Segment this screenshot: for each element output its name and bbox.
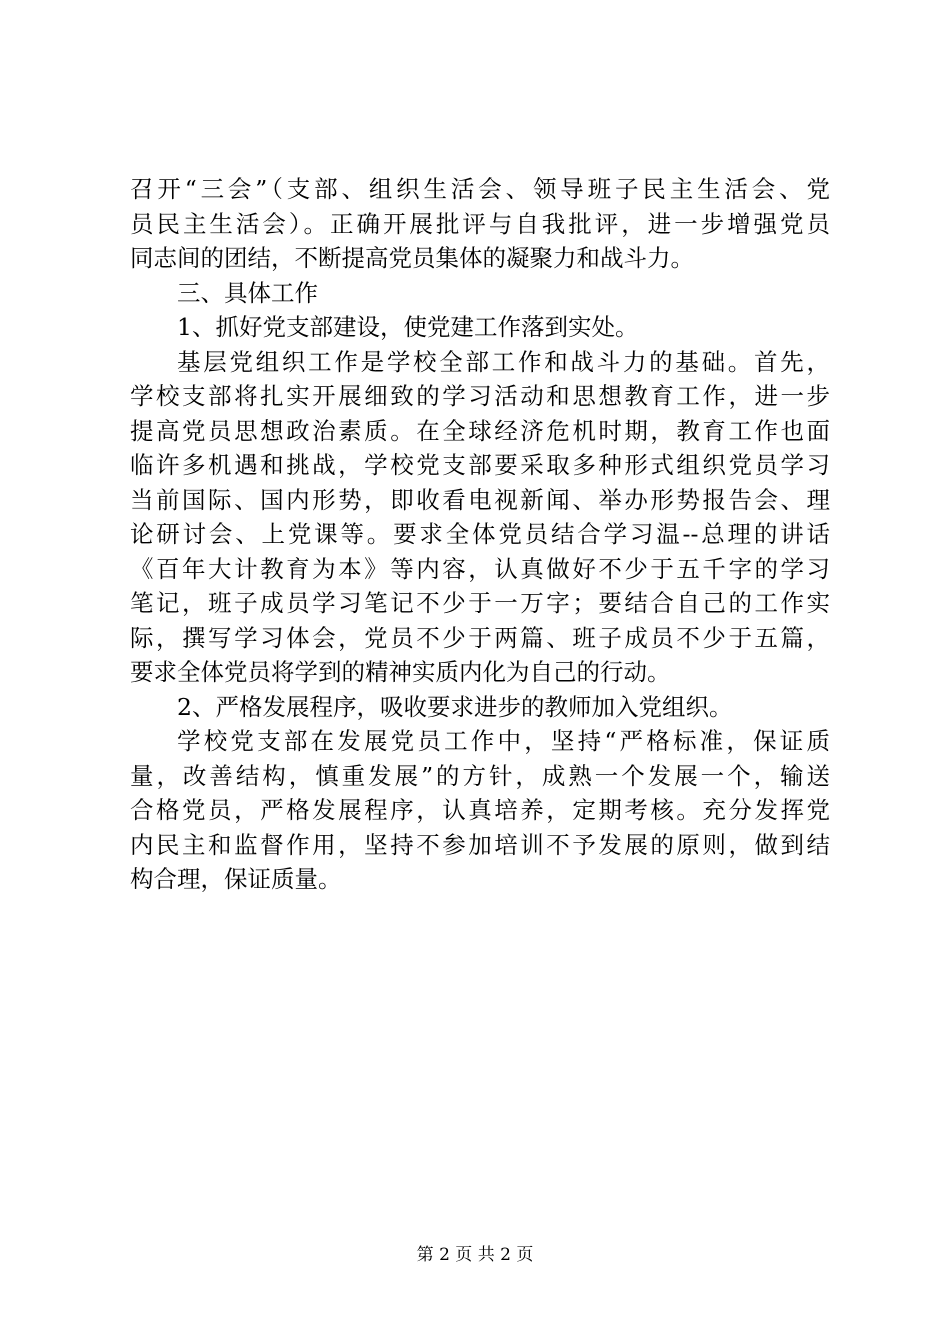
subsection-heading: 1、抓好党支部建设，使党建工作落到实处。 xyxy=(177,313,639,341)
text-line: 临许多机遇和挑战，学校党支部要采取多种形式组织党员学习 xyxy=(130,451,830,479)
text-line: 召开“三会”（支部、组织生活会、领导班子民主生活会、党 xyxy=(130,175,830,203)
text-line: 笔记，班子成员学习笔记不少于一万字；要结合自己的工作实 xyxy=(130,589,830,617)
text-line: 《百年大计教育为本》等内容，认真做好不少于五千字的学习 xyxy=(130,554,830,583)
text-line: 论研讨会、上党课等。要求全体党员结合学习温--总理的讲话 xyxy=(130,520,830,548)
body-text xyxy=(130,172,830,897)
section-heading: 三、具体工作 xyxy=(177,278,318,307)
text-line: 学校党支部在发展党员工作中，坚持“严格标准，保证质 xyxy=(177,727,830,755)
text-line: 员民主生活会）。正确开展批评与自我批评，进一步增强党员 xyxy=(130,209,830,238)
subsection-heading: 2、严格发展程序，吸收要求进步的教师加入党组织。 xyxy=(177,692,733,721)
text-line: 内民主和监督作用，坚持不参加培训不予发展的原则，做到结 xyxy=(130,830,830,859)
text-line: 同志间的团结，不断提高党员集体的凝聚力和战斗力。 xyxy=(130,244,694,272)
text-line: 量，改善结构，慎重发展”的方针，成熟一个发展一个，输送 xyxy=(130,761,830,790)
text-line: 学校支部将扎实开展细致的学习活动和思想教育工作，进一步 xyxy=(130,382,830,410)
text-line: 基层党组织工作是学校全部工作和战斗力的基础。首先， xyxy=(177,347,830,376)
text-line: 构合理，保证质量。 xyxy=(130,865,342,893)
text-line: 当前国际、国内形势，即收看电视新闻、举办形势报告会、理 xyxy=(130,485,830,514)
text-line: 合格党员，严格发展程序，认真培养，定期考核。充分发挥党 xyxy=(130,796,830,824)
text-line: 际，撰写学习体会，党员不少于两篇、班子成员不少于五篇， xyxy=(130,623,830,652)
text-line: 要求全体党员将学到的精神实质内化为自己的行动。 xyxy=(130,658,671,686)
page-footer: 第 2 页 共 2 页 xyxy=(416,1245,534,1265)
text-line: 提高党员思想政治素质。在全球经济危机时期，教育工作也面 xyxy=(130,416,830,445)
